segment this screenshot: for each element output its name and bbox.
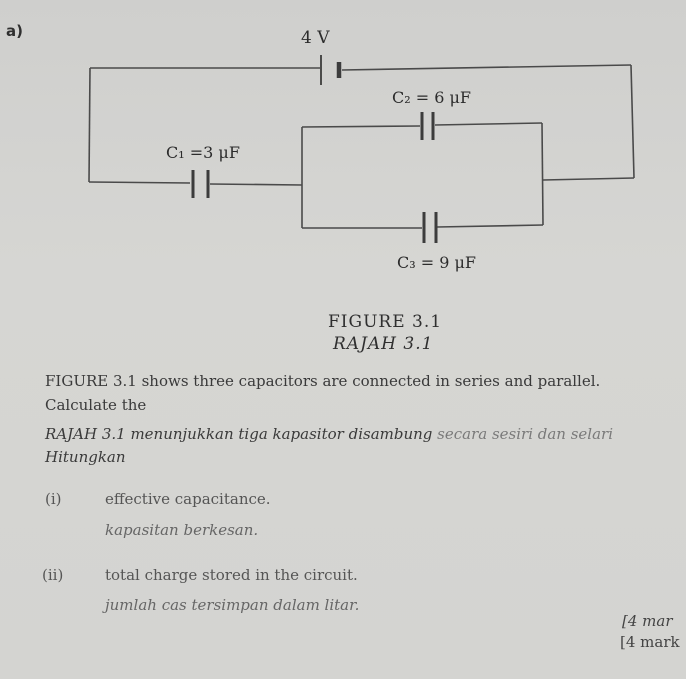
marks-en-text: [4 mark	[620, 633, 680, 651]
wire-parallel-right-lead	[543, 178, 634, 180]
circuit-diagram	[0, 0, 686, 300]
question-1-text-en: effective capacitance.	[105, 490, 271, 508]
wire-parallel-right	[542, 123, 543, 225]
marks-en	[620, 633, 680, 651]
wire-left	[89, 68, 90, 182]
instruction-en-line1: FIGURE 3.1 shows three capacitors are connected in series and parallel.	[45, 372, 601, 390]
wire-c1-right	[210, 184, 302, 185]
battery-label: 4 V	[301, 28, 330, 48]
c3-label: C₃ = 9 μF	[397, 253, 476, 272]
instruction-ms-line1	[45, 425, 613, 443]
instruction-en-line2: Calculate the	[45, 396, 147, 414]
instruction-ms-line1-main: RAJAH 3.1 menunjukkan tiga kapasitor disambung	[45, 425, 438, 443]
wire-top-right	[342, 65, 631, 70]
figure-caption-en: FIGURE 3.1	[328, 312, 443, 332]
instruction-ms-line2: Hitungkan	[45, 448, 126, 466]
wire-c2-left	[302, 126, 420, 127]
c2-label: C₂ = 6 μF	[392, 88, 471, 107]
wire-c3-right	[437, 225, 543, 227]
wire-bottom-left	[89, 182, 190, 183]
question-2-text-ms: jumlah cas tersimpan dalam litar.	[105, 596, 360, 614]
question-2-text-en: total charge stored in the circuit.	[105, 566, 358, 584]
c1-label: C₁ =3 μF	[166, 143, 240, 162]
marks-ms: [4 mar	[622, 612, 673, 630]
wire-c2-right	[435, 123, 542, 125]
wire-right	[631, 65, 634, 178]
question-label: a)	[6, 22, 23, 40]
question-1-number: (i)	[45, 490, 62, 508]
figure-caption-ms: RAJAH 3.1	[333, 334, 434, 354]
instruction-ms-line1-faded: secara sesiri dan selari	[437, 425, 614, 443]
question-2-number: (ii)	[42, 566, 64, 584]
question-1-text-ms: kapasitan berkesan.	[105, 521, 259, 539]
